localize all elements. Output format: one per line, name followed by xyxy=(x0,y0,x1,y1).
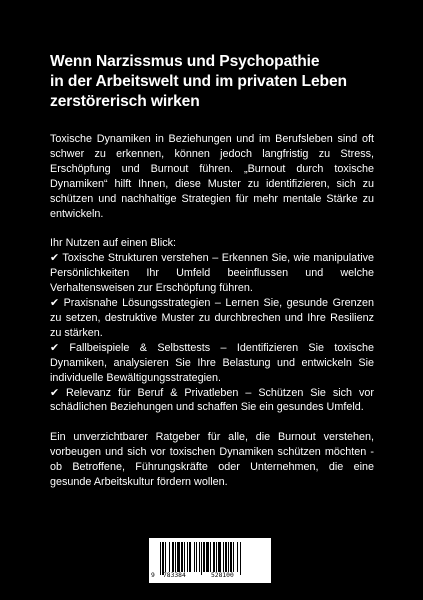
barcode-right-group: 528100 xyxy=(211,572,234,579)
intro-paragraph: Toxische Dynamiken in Beziehungen und im Berufsleben sind oft schwer zu erkennen, können jedoch langfristig zu Stress, Erschöpfung und Burnout führen. „Burnout durch toxische Dynamiken“ hilft Ihnen, diese Muster zu identifizieren, sich zu schützen und nachhaltige Strategien für mehr mentale Stärke zu entwickeln. xyxy=(50,133,374,220)
barcode-first-digit: 9 xyxy=(151,572,155,579)
blurb xyxy=(50,132,374,490)
benefit-item: ✔ Praxisnahe Lösungsstrategien – Lernen Sie, gesunde Grenzen zu setzen, destruktive Muster zu durchbrechen und Ihre Resilienz zu stärken. xyxy=(50,297,374,339)
cover-title xyxy=(50,52,380,112)
isbn-barcode xyxy=(149,538,271,583)
closing-paragraph: Ein unverzichtbarer Ratgeber für alle, die Burnout verstehen, vorbeugen und sich vor toxischen Dynamiken schützen möchten - ob Betroffene, Führungskräfte oder Unternehmen, die eine gesunde Arbeitskultur fördern wollen. xyxy=(50,431,374,489)
title-line-3: zerstörerisch wirken xyxy=(50,93,200,110)
benefit-item: ✔ Relevanz für Beruf & Privatleben – Schützen Sie sich vor schädlichen Beziehungen und schaffen Sie ein gesundes Umfeld. xyxy=(50,386,374,414)
benefits-heading: Ihr Nutzen auf einen Blick: xyxy=(50,237,177,250)
title-line-2: in der Arbeitswelt und im privaten Leben xyxy=(50,73,347,90)
barcode-number xyxy=(149,572,271,582)
title-line-1: Wenn Narzissmus und Psychopathie xyxy=(50,53,320,70)
barcode-left-group: 783384 xyxy=(163,572,186,579)
benefit-item: ✔ Fallbeispiele & Selbsttests – Identifizieren Sie toxische Dynamiken, analysieren Sie Ihre Belastung und entwickeln Sie individuelle Bewältigungsstrategien. xyxy=(50,341,374,384)
benefit-item: ✔ Toxische Strukturen verstehen – Erkennen Sie, wie manipulative Persönlichkeiten Ihr Umfeld beeinflussen und welche Verhaltensweisen zur Erschöpfung führen. xyxy=(50,252,374,295)
